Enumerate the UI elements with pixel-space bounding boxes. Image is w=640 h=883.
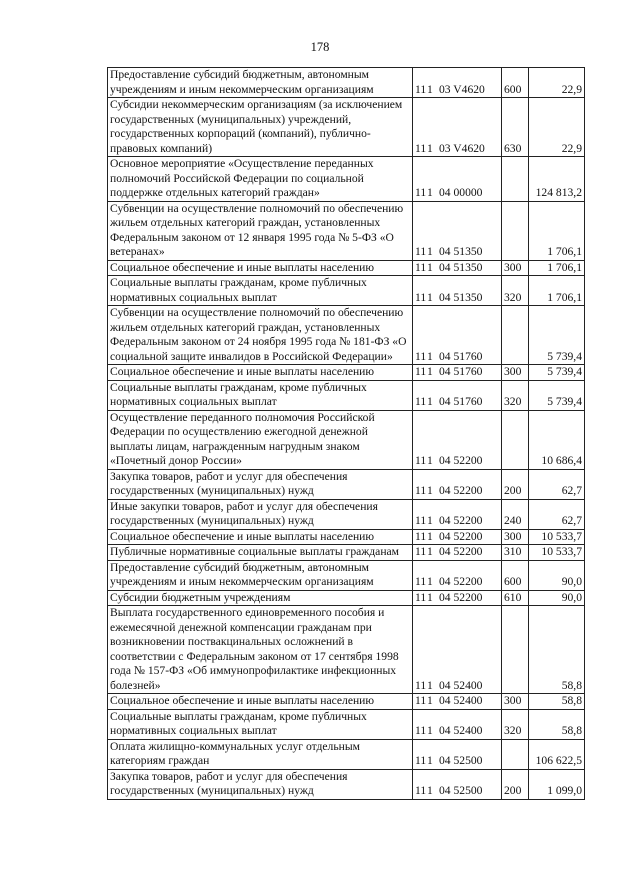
target-article-code-cell: 04 52500 [437,769,502,799]
budget-table [107,67,585,800]
subsection-code-cell: 1 [425,499,437,529]
subsection-code-cell: 1 [425,365,437,381]
expense-type-code-cell: 600 [502,68,529,98]
section-code-cell: 11 [413,606,426,694]
section-code-cell: 11 [413,469,426,499]
table-row [108,560,585,590]
subsection-code-cell: 1 [425,560,437,590]
expense-type-code-cell: 300 [502,694,529,710]
expense-type-code-cell: 320 [502,380,529,410]
section-code-cell: 11 [413,739,426,769]
row-name-cell: Выплата государственного единовременного пособия и ежемесячной денежной компенсации гражданам при возникновении поствакцинальных осложнений в соответствии с Федеральным законом от 17 сентября 1998 года № 157-ФЗ «Об иммунопрофилактике инфекционных болезней» [108,606,413,694]
table-row [108,590,585,606]
amount-cell: 62,7 [529,469,585,499]
expense-type-code-cell: 320 [502,709,529,739]
page-number: 178 [310,40,330,54]
row-name-cell: Социальные выплаты гражданам, кроме публичных нормативных социальных выплат [108,709,413,739]
amount-cell: 1 706,1 [529,260,585,276]
amount-cell: 58,8 [529,694,585,710]
expense-type-code-cell [502,739,529,769]
amount-cell: 62,7 [529,499,585,529]
target-article-code-cell: 04 51760 [437,380,502,410]
table-row [108,606,585,694]
expense-type-code-cell: 300 [502,260,529,276]
subsection-code-cell: 1 [425,276,437,306]
target-article-code-cell: 04 52400 [437,606,502,694]
table-row [108,694,585,710]
section-code-cell: 11 [413,365,426,381]
section-code-cell: 11 [413,201,426,260]
row-name-cell: Иные закупки товаров, работ и услуг для обеспечения государственных (муниципальных) нужд [108,499,413,529]
expense-type-code-cell: 320 [502,276,529,306]
expense-type-code-cell [502,306,529,365]
subsection-code-cell: 1 [425,157,437,202]
subsection-code-cell: 1 [425,410,437,469]
table-row [108,68,585,98]
section-code-cell: 11 [413,276,426,306]
row-name-cell: Публичные нормативные социальные выплаты гражданам [108,545,413,561]
row-name-cell: Субсидии бюджетным учреждениям [108,590,413,606]
row-name-cell: Предоставление субсидий бюджетным, автономным учреждениям и иным некоммерческим организациям [108,68,413,98]
target-article-code-cell: 04 52200 [437,545,502,561]
row-name-cell: Предоставление субсидий бюджетным, автономным учреждениям и иным некоммерческим организациям [108,560,413,590]
target-article-code-cell: 04 51760 [437,365,502,381]
expense-type-code-cell [502,606,529,694]
target-article-code-cell: 04 51350 [437,260,502,276]
amount-cell: 10 686,4 [529,410,585,469]
row-name-cell: Закупка товаров, работ и услуг для обеспечения государственных (муниципальных) нужд [108,769,413,799]
target-article-code-cell: 04 52400 [437,694,502,710]
amount-cell: 22,9 [529,98,585,157]
amount-cell: 124 813,2 [529,157,585,202]
subsection-code-cell: 1 [425,709,437,739]
amount-cell: 90,0 [529,560,585,590]
row-name-cell: Социальное обеспечение и иные выплаты населению [108,260,413,276]
amount-cell: 5 739,4 [529,380,585,410]
subsection-code-cell: 1 [425,260,437,276]
target-article-code-cell: 04 52200 [437,590,502,606]
amount-cell: 1 706,1 [529,276,585,306]
target-article-code-cell: 04 52200 [437,469,502,499]
amount-cell: 10 533,7 [529,545,585,561]
section-code-cell: 11 [413,260,426,276]
subsection-code-cell: 1 [425,606,437,694]
table-row [108,201,585,260]
section-code-cell: 11 [413,529,426,545]
target-article-code-cell: 04 52400 [437,709,502,739]
expense-type-code-cell [502,157,529,202]
row-name-cell: Осуществление переданного полномочия Российской Федерации по осуществлению ежегодной денежной выплаты лицам, награжденным нагрудным знаком «Почетный донор России» [108,410,413,469]
section-code-cell: 11 [413,306,426,365]
target-article-code-cell: 04 51760 [437,306,502,365]
table-row [108,769,585,799]
expense-type-code-cell: 200 [502,769,529,799]
target-article-code-cell: 04 52200 [437,560,502,590]
table-row [108,410,585,469]
section-code-cell: 11 [413,98,426,157]
expense-type-code-cell: 600 [502,560,529,590]
row-name-cell: Социальное обеспечение и иные выплаты населению [108,365,413,381]
expense-type-code-cell: 310 [502,545,529,561]
row-name-cell: Социальное обеспечение и иные выплаты населению [108,529,413,545]
expense-type-code-cell [502,201,529,260]
amount-cell: 5 739,4 [529,365,585,381]
table-row [108,739,585,769]
subsection-code-cell: 1 [425,529,437,545]
table-row [108,469,585,499]
table-row [108,276,585,306]
table-row [108,306,585,365]
expense-type-code-cell: 610 [502,590,529,606]
section-code-cell: 11 [413,694,426,710]
row-name-cell: Субсидии некоммерческим организациям (за исключением государственных (муниципальных) учреждений, государственных корпораций (компаний), публично-правовых компаний) [108,98,413,157]
section-code-cell: 11 [413,545,426,561]
amount-cell: 22,9 [529,68,585,98]
subsection-code-cell: 1 [425,98,437,157]
target-article-code-cell: 04 52500 [437,739,502,769]
row-name-cell: Оплата жилищно-коммунальных услуг отдельным категориям граждан [108,739,413,769]
amount-cell: 58,8 [529,709,585,739]
amount-cell: 1 706,1 [529,201,585,260]
expense-type-code-cell: 300 [502,529,529,545]
section-code-cell: 11 [413,560,426,590]
amount-cell: 106 622,5 [529,739,585,769]
row-name-cell: Социальное обеспечение и иные выплаты населению [108,694,413,710]
target-article-code-cell: 03 V4620 [437,98,502,157]
section-code-cell: 11 [413,709,426,739]
table-row [108,380,585,410]
subsection-code-cell: 1 [425,380,437,410]
table-row [108,499,585,529]
amount-cell: 10 533,7 [529,529,585,545]
table-row [108,260,585,276]
subsection-code-cell: 1 [425,739,437,769]
target-article-code-cell: 04 52200 [437,499,502,529]
section-code-cell: 11 [413,380,426,410]
expense-type-code-cell: 300 [502,365,529,381]
section-code-cell: 11 [413,68,426,98]
row-name-cell: Социальные выплаты гражданам, кроме публичных нормативных социальных выплат [108,276,413,306]
table-row [108,529,585,545]
table-row [108,545,585,561]
expense-type-code-cell: 200 [502,469,529,499]
row-name-cell: Основное мероприятие «Осуществление переданных полномочий Российской Федерации по социальной поддержке отдельных категорий граждан» [108,157,413,202]
row-name-cell: Закупка товаров, работ и услуг для обеспечения государственных (муниципальных) нужд [108,469,413,499]
subsection-code-cell: 1 [425,694,437,710]
target-article-code-cell: 04 51350 [437,201,502,260]
section-code-cell: 11 [413,410,426,469]
table-row [108,98,585,157]
section-code-cell: 11 [413,499,426,529]
subsection-code-cell: 1 [425,469,437,499]
subsection-code-cell: 1 [425,201,437,260]
target-article-code-cell: 04 52200 [437,410,502,469]
amount-cell: 90,0 [529,590,585,606]
table-row [108,709,585,739]
target-article-code-cell: 04 00000 [437,157,502,202]
expense-type-code-cell: 630 [502,98,529,157]
subsection-code-cell: 1 [425,545,437,561]
table-row [108,365,585,381]
amount-cell: 58,8 [529,606,585,694]
section-code-cell: 11 [413,769,426,799]
subsection-code-cell: 1 [425,68,437,98]
section-code-cell: 11 [413,590,426,606]
expense-type-code-cell: 240 [502,499,529,529]
amount-cell: 1 099,0 [529,769,585,799]
table-row [108,157,585,202]
section-code-cell: 11 [413,157,426,202]
row-name-cell: Субвенции на осуществление полномочий по обеспечению жильем отдельных категорий граждан, установленных Федеральным законом от 24 ноября 1995 года № 181-ФЗ «О социальной защите инвалидов в Российской Федерации» [108,306,413,365]
row-name-cell: Субвенции на осуществление полномочий по обеспечению жильем отдельных категорий граждан, установленных Федеральным законом от 12 января 1995 года № 5-ФЗ «О ветеранах» [108,201,413,260]
subsection-code-cell: 1 [425,590,437,606]
target-article-code-cell: 04 51350 [437,276,502,306]
subsection-code-cell: 1 [425,306,437,365]
row-name-cell: Социальные выплаты гражданам, кроме публичных нормативных социальных выплат [108,380,413,410]
subsection-code-cell: 1 [425,769,437,799]
expense-type-code-cell [502,410,529,469]
amount-cell: 5 739,4 [529,306,585,365]
target-article-code-cell: 04 52200 [437,529,502,545]
target-article-code-cell: 03 V4620 [437,68,502,98]
